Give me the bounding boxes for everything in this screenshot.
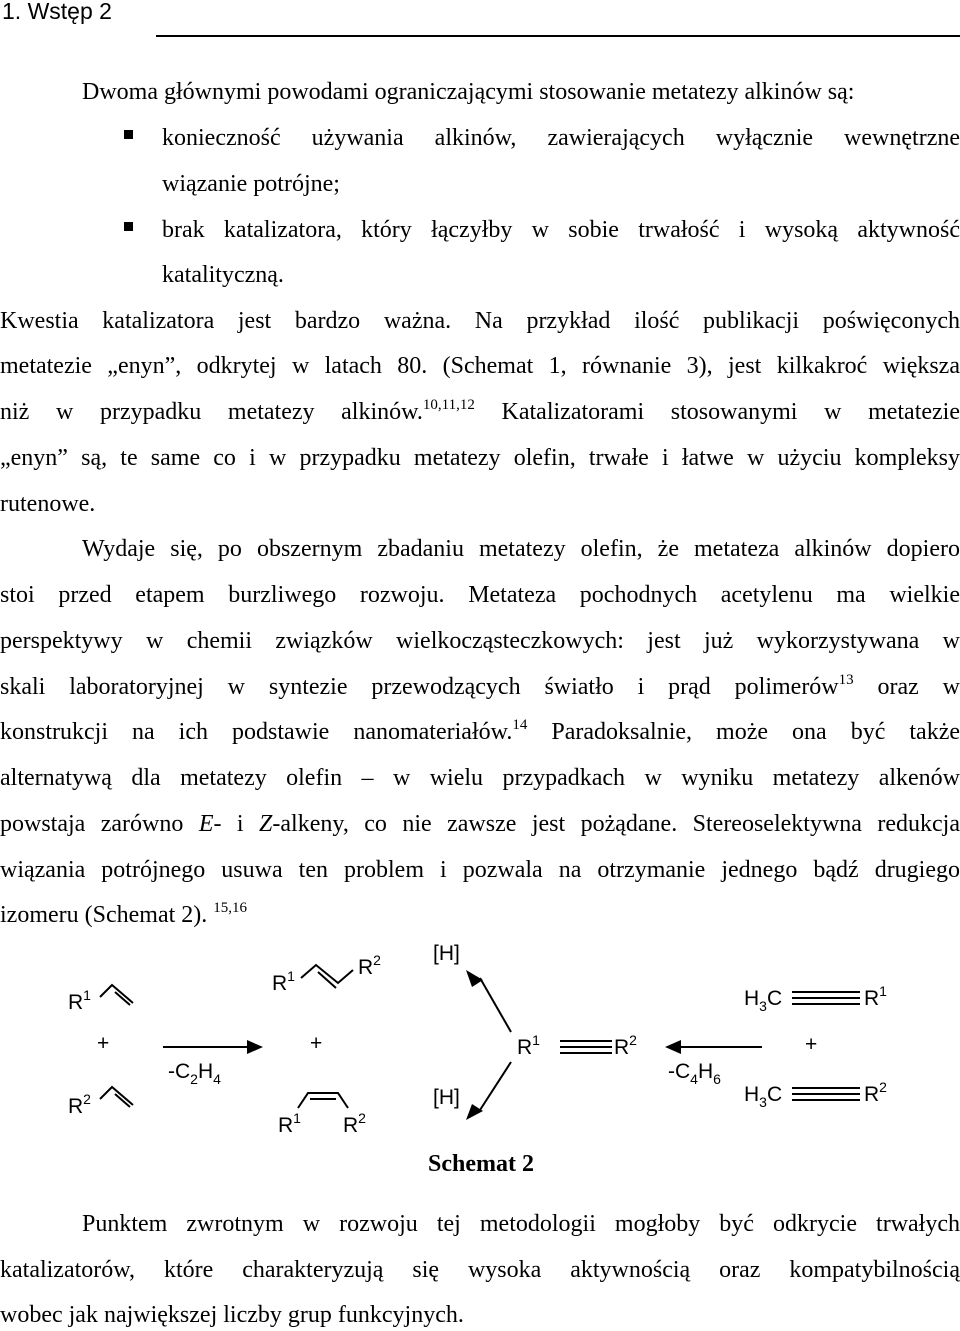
r-letter: R bbox=[358, 956, 374, 979]
hydrogenation-label-bottom: [H] bbox=[433, 1086, 460, 1109]
formula-sub: 4 bbox=[690, 1071, 698, 1087]
arrow-up-shaft bbox=[480, 978, 511, 1032]
p2-line-4 bbox=[0, 673, 960, 701]
p3-line-3: wobec jak największej liczby grup funkcyjnych. bbox=[0, 1302, 464, 1328]
plus-sign: + bbox=[805, 1033, 818, 1056]
arrow-down-shaft bbox=[480, 1062, 511, 1110]
p2-line-2: stoi przed etapem burzliwego rozwoju. Metateza pochodnych acetylenu ma wielkie bbox=[0, 582, 960, 608]
formula-text: H bbox=[744, 987, 760, 1010]
z-isomer-label: Z bbox=[259, 811, 273, 837]
page-header bbox=[0, 0, 960, 36]
p2-line-4-text: skali laboratoryjnej w syntezie przewodzących światło i prąd polimerów bbox=[0, 674, 839, 700]
p2-line-7-text-b: - i bbox=[213, 811, 260, 837]
r-letter: R bbox=[68, 991, 84, 1014]
z-alkene-bonds bbox=[298, 1093, 348, 1108]
header-text: 1. Wstęp 2 bbox=[2, 0, 112, 24]
formula-text: H bbox=[697, 1060, 714, 1083]
z-alkene-r2 bbox=[343, 1110, 366, 1137]
methyl-group-top bbox=[744, 987, 783, 1014]
citation: 14 bbox=[512, 717, 528, 733]
z-alkene-r1 bbox=[278, 1110, 301, 1137]
formula-sub: 6 bbox=[713, 1071, 721, 1087]
r-letter: R bbox=[68, 1095, 84, 1118]
r-letter: R bbox=[864, 987, 880, 1010]
p2-line-7-text: powstaja zarówno bbox=[0, 811, 199, 837]
plus-sign: + bbox=[310, 1032, 323, 1055]
p2-line-5-text-b: Paradoksalnie, może ona być także bbox=[551, 719, 960, 745]
r-letter: R bbox=[614, 1036, 630, 1059]
e-isomer-label: E bbox=[198, 811, 214, 837]
r-letter: R bbox=[343, 1114, 359, 1137]
r-index: 1 bbox=[293, 1110, 301, 1126]
citation: 13 bbox=[838, 672, 854, 688]
r-index: 1 bbox=[532, 1032, 540, 1048]
triple-bond-center bbox=[560, 1041, 612, 1053]
arrow-down-head bbox=[466, 1104, 483, 1120]
p1-line-3-text-b: Katalizatorami stosowanymi w metatezie bbox=[501, 399, 960, 425]
p1-line-1: Kwestia katalizatora jest bardzo ważna. Na przykład ilość publikacji poświęconych bbox=[0, 308, 960, 334]
formula-sub: 2 bbox=[190, 1071, 198, 1087]
scheme-caption bbox=[0, 1150, 960, 1178]
formula-text: C bbox=[766, 1083, 783, 1106]
p2-line-5 bbox=[0, 718, 960, 746]
arrow-right-head bbox=[247, 1040, 263, 1054]
p2-line-7 bbox=[0, 810, 960, 838]
e-alkene-r2 bbox=[358, 952, 381, 979]
plus-sign: + bbox=[97, 1032, 110, 1055]
p3-line-1: Punktem zwrotnym w rozwoju tej metodologii mogłoby być odkrycie trwałych bbox=[82, 1211, 960, 1237]
bullet-2-line-1: brak katalizatora, który łączyłby w sobie trwałość i wysoką aktywność bbox=[162, 217, 960, 243]
citation: 15,16 bbox=[213, 900, 248, 916]
formula-text: H bbox=[197, 1060, 214, 1083]
p1-line-2: metatezie „enyn”, odkrytej w latach 80. (Schemat 1, równanie 3), jest kilkakroć większa bbox=[0, 353, 960, 379]
r-index: 1 bbox=[83, 987, 91, 1003]
methyl-group-bottom bbox=[744, 1083, 783, 1110]
p3-line-2: katalizatorów, które charakteryzują się wysoka aktywnością oraz kompatybilnością bbox=[0, 1257, 960, 1283]
header-rule bbox=[156, 35, 960, 37]
p2-line-7-text-c: -alkeny, co nie zawsze jest pożądane. Stereoselektywna redukcja bbox=[272, 811, 960, 837]
scheme-caption-text: Schemat 2 bbox=[428, 1151, 534, 1177]
p1-line-3-text: niż w przypadku metatezy alkinów. bbox=[0, 399, 423, 425]
hydrogenation-label-top: [H] bbox=[433, 942, 460, 965]
r-letter: R bbox=[517, 1036, 533, 1059]
formula-sub: 3 bbox=[759, 998, 767, 1014]
r-index: 1 bbox=[879, 983, 887, 999]
r1-label bbox=[68, 987, 91, 1014]
p2-line-3: perspektywy w chemii związków wielkocząsteczkowych: jest już wykorzystywana w bbox=[0, 628, 960, 654]
p2-line-9-text: izomeru (Schemat 2). bbox=[0, 902, 208, 928]
bullet-1-line-1: konieczność używania alkinów, zawierających wyłącznie wewnętrzne bbox=[162, 125, 960, 151]
r-index: 2 bbox=[629, 1032, 637, 1048]
butyne-loss-label bbox=[668, 1060, 721, 1087]
formula-text: -C bbox=[668, 1060, 691, 1083]
r2-label bbox=[68, 1091, 91, 1118]
arrow-left-head bbox=[665, 1040, 681, 1054]
r-index: 1 bbox=[287, 968, 295, 984]
alkyne-bottom-r2 bbox=[864, 1079, 887, 1106]
intro-line: Dwoma głównymi powodami ograniczającymi stosowanie metatezy alkinów są: bbox=[82, 79, 855, 105]
e-alkene-r1 bbox=[272, 968, 295, 995]
ethylene-loss-label bbox=[168, 1060, 221, 1087]
bullet-1-line-2: wiązanie potrójne; bbox=[162, 171, 340, 197]
alkyne-r1 bbox=[517, 1032, 540, 1059]
r-index: 2 bbox=[83, 1091, 91, 1107]
bullet-2-line-2: katalityczną. bbox=[162, 262, 284, 288]
formula-sub: 4 bbox=[213, 1071, 221, 1087]
alkyne-top-r1 bbox=[864, 983, 887, 1010]
triple-bond-bottom bbox=[792, 1088, 860, 1100]
formula-text: -C bbox=[168, 1060, 191, 1083]
p2-line-8: wiązania potrójnego usuwa ten problem i pozwala na otrzymanie jednego bądź drugiego bbox=[0, 857, 960, 883]
p2-line-5-text: konstrukcji na ich podstawie nanomateriałów. bbox=[0, 719, 513, 745]
r-letter: R bbox=[272, 972, 288, 995]
p2-line-9 bbox=[0, 901, 960, 929]
r-index: 2 bbox=[879, 1079, 887, 1095]
p1-line-3 bbox=[0, 398, 960, 426]
p2-line-4-text-b: oraz w bbox=[877, 674, 960, 700]
citation: 10,11,12 bbox=[422, 397, 475, 413]
alkyne-r2 bbox=[614, 1032, 637, 1059]
bullet-square-icon bbox=[124, 222, 133, 231]
p2-line-1: Wydaje się, po obszernym zbadaniu metatezy olefin, że metateza alkinów dopiero bbox=[82, 536, 960, 562]
bullet-square-icon bbox=[124, 130, 133, 139]
reaction-scheme bbox=[0, 935, 960, 1150]
formula-text: C bbox=[766, 987, 783, 1010]
triple-bond-top bbox=[792, 992, 860, 1004]
formula-text: H bbox=[744, 1083, 760, 1106]
p1-line-5: rutenowe. bbox=[0, 491, 96, 517]
p1-line-4: „enyn” są, te same co i w przypadku metatezy olefin, trwałe i łatwe w użyciu kompleksy bbox=[0, 445, 960, 471]
r-letter: R bbox=[278, 1114, 294, 1137]
formula-sub: 3 bbox=[759, 1094, 767, 1110]
p2-line-6: alternatywą dla metatezy olefin – w wielu przypadkach w wyniku metatezy alkenów bbox=[0, 765, 960, 791]
r-letter: R bbox=[864, 1083, 880, 1106]
r-index: 2 bbox=[358, 1110, 366, 1126]
r-index: 2 bbox=[373, 952, 381, 968]
